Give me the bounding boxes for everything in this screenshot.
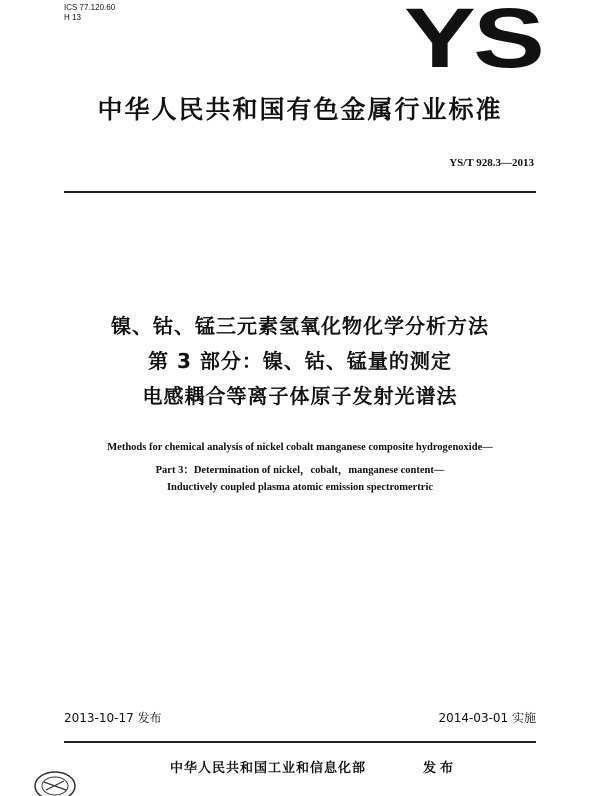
standard-number: YS/T 928.3—2013 [449, 157, 534, 169]
standard-type-heading: 中华人民共和国有色金属行业标准 [97, 95, 503, 124]
classification-codes [64, 3, 115, 23]
seal-emblem-icon [30, 762, 80, 796]
ccs-code: H 13 [64, 13, 81, 22]
title-en-line-3: Inductively coupled plasma atomic emission spectromertric [166, 482, 434, 493]
title-en-line-2: Part 3：Determination of nickel，cobalt，manganese content— [155, 465, 445, 476]
top-divider [64, 191, 536, 193]
title-en-line-1: Methods for chemical analysis of nickel cobalt manganese composite hydrogenoxide— [107, 442, 493, 453]
issue-date: 2013-10-17 发布 [64, 711, 162, 725]
title-cn-line-3: 电感耦合等离子体原子发射光谱法 [142, 384, 458, 408]
ys-logo: YS [404, 0, 543, 85]
title-cn-line-1: 镍、钴、锰三元素氢氧化物化学分析方法 [111, 314, 489, 338]
issuing-action: 发布 [423, 761, 458, 776]
title-cn-line-2: 第 3 部分：镍、钴、锰量的测定 [148, 349, 452, 373]
bottom-divider [64, 741, 536, 743]
issuing-authority: 中华人民共和国工业和信息化部 [170, 761, 367, 776]
ics-code: ICS 77.120.60 [64, 3, 116, 12]
implement-date: 2014-03-01 实施 [438, 711, 536, 725]
